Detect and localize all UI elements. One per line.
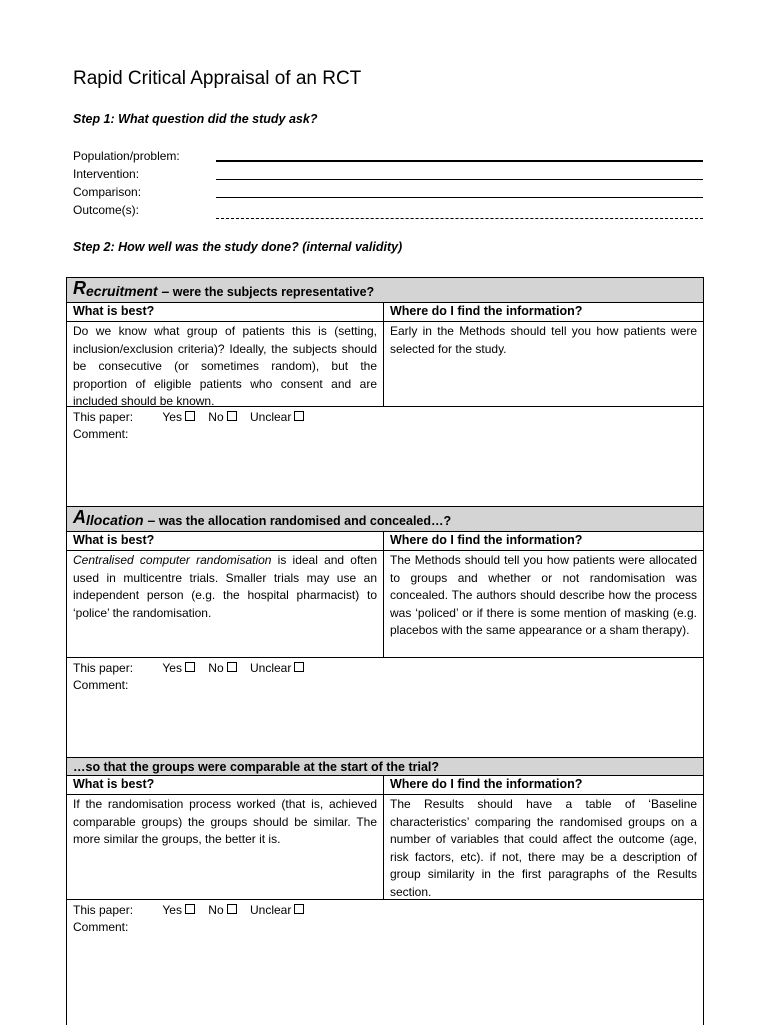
yes-checkbox[interactable] xyxy=(185,411,195,421)
allocation-paper xyxy=(67,658,703,757)
outcome-line[interactable] xyxy=(216,218,703,219)
recruitment-guidance xyxy=(67,322,703,407)
population-label: Population/problem: xyxy=(73,149,180,163)
allocation-guidance xyxy=(67,551,703,658)
comparable-col-heads xyxy=(67,776,703,795)
allocation-question: was the allocation randomised and concealed…? xyxy=(155,514,452,528)
allocation-initial: A xyxy=(73,507,86,527)
comparable-section xyxy=(67,758,703,938)
step-2-heading: Step 2: How well was the study done? (internal validity) xyxy=(73,240,403,254)
comparable-best-head: What is best? xyxy=(67,776,384,794)
comparison-row xyxy=(73,184,703,202)
yes-checkbox[interactable] xyxy=(185,904,195,914)
allocation-best-head: What is best? xyxy=(67,532,384,550)
allocation-word: llocation – xyxy=(86,512,156,528)
unclear-checkbox[interactable] xyxy=(294,904,304,914)
comment-label: Comment: xyxy=(73,920,129,934)
comparable-best-text: If the randomisation process worked (that is, achieved comparable groups) the groups should be similar. The more similar the groups, the better it is. xyxy=(67,795,384,899)
comparable-where-head: Where do I find the information? xyxy=(390,777,583,791)
unclear-label: Unclear xyxy=(249,410,292,424)
unclear-label: Unclear xyxy=(249,661,292,675)
intervention-line[interactable] xyxy=(216,179,703,180)
no-checkbox[interactable] xyxy=(227,411,237,421)
no-label: No xyxy=(208,661,224,675)
comparison-label: Comparison: xyxy=(73,185,142,199)
allocation-best-emphasis: Centralised computer randomisation xyxy=(73,553,272,567)
recruitment-best-head: What is best? xyxy=(67,303,384,321)
yes-checkbox[interactable] xyxy=(185,662,195,672)
intervention-row xyxy=(73,166,703,184)
step-1-heading: Step 1: What question did the study ask? xyxy=(73,112,318,126)
comparable-header xyxy=(67,758,703,776)
comparable-paper xyxy=(67,900,703,938)
comparable-question: …so that the groups were comparable at the start of the trial? xyxy=(73,760,440,774)
comparable-guidance xyxy=(67,795,703,900)
page-title: Rapid Critical Appraisal of an RCT xyxy=(73,68,362,89)
comment-label: Comment: xyxy=(73,427,129,441)
allocation-where-text: The Methods should tell you how patients were allocated to groups and whether or not randomisation was concealed. The authors should describe how the process was ‘policed’ or if there is some mention of masking (e.g. placebos with the same appearance or a sham therapy). xyxy=(390,553,697,637)
recruitment-header xyxy=(67,278,703,303)
yes-label: Yes xyxy=(162,903,182,917)
unclear-label: Unclear xyxy=(249,903,292,917)
comparison-line[interactable] xyxy=(216,197,703,198)
recruitment-where-head: Where do I find the information? xyxy=(390,304,583,318)
allocation-where-head: Where do I find the information? xyxy=(390,533,583,547)
yes-label: Yes xyxy=(162,661,182,675)
appraisal-table xyxy=(66,277,704,1025)
recruitment-col-heads xyxy=(67,303,703,322)
pico-fields xyxy=(73,148,703,220)
no-checkbox[interactable] xyxy=(227,662,237,672)
unclear-checkbox[interactable] xyxy=(294,411,304,421)
allocation-best-text xyxy=(67,551,384,657)
no-label: No xyxy=(208,903,224,917)
unclear-checkbox[interactable] xyxy=(294,662,304,672)
recruitment-best-text: Do we know what group of patients this is (setting, inclusion/exclusion criteria)? Ideally, the subjects should be consecutive (or sometimes random), but the proportion of eligible patients who consent and are included should be known. xyxy=(67,322,384,406)
comment-label: Comment: xyxy=(73,678,129,692)
no-label: No xyxy=(208,410,224,424)
allocation-section xyxy=(67,507,703,758)
outcome-row xyxy=(73,202,703,220)
recruitment-question: were the subjects representative? xyxy=(169,285,375,299)
population-row xyxy=(73,148,703,166)
recruitment-word: ecruitment – xyxy=(86,283,170,299)
intervention-label: Intervention: xyxy=(73,167,140,181)
comparable-where-text: The Results should have a table of ‘Baseline characteristics’ comparing the randomised groups on a number of variables that could affect the outcome (age, risk factors, etc). if not, there may be a description of group similarity in the first paragraphs of the Results section. xyxy=(390,797,697,899)
no-checkbox[interactable] xyxy=(227,904,237,914)
population-line[interactable] xyxy=(216,160,703,162)
this-paper-label: This paper: xyxy=(73,661,134,675)
yes-label: Yes xyxy=(162,410,182,424)
allocation-header xyxy=(67,507,703,532)
allocation-col-heads xyxy=(67,532,703,551)
recruitment-where-text: Early in the Methods should tell you how patients were selected for the study. xyxy=(390,324,697,356)
recruitment-initial: R xyxy=(73,278,86,298)
this-paper-label: This paper: xyxy=(73,903,134,917)
recruitment-paper xyxy=(67,407,703,506)
allocation-best-rest: is ideal and often used in multicentre trials. Smaller trials may use an independent person (e.g. the hospital pharmacist) to ‘police’ the randomisation. xyxy=(73,553,377,620)
outcome-label: Outcome(s): xyxy=(73,203,140,217)
recruitment-section xyxy=(67,278,703,507)
this-paper-label: This paper: xyxy=(73,410,134,424)
